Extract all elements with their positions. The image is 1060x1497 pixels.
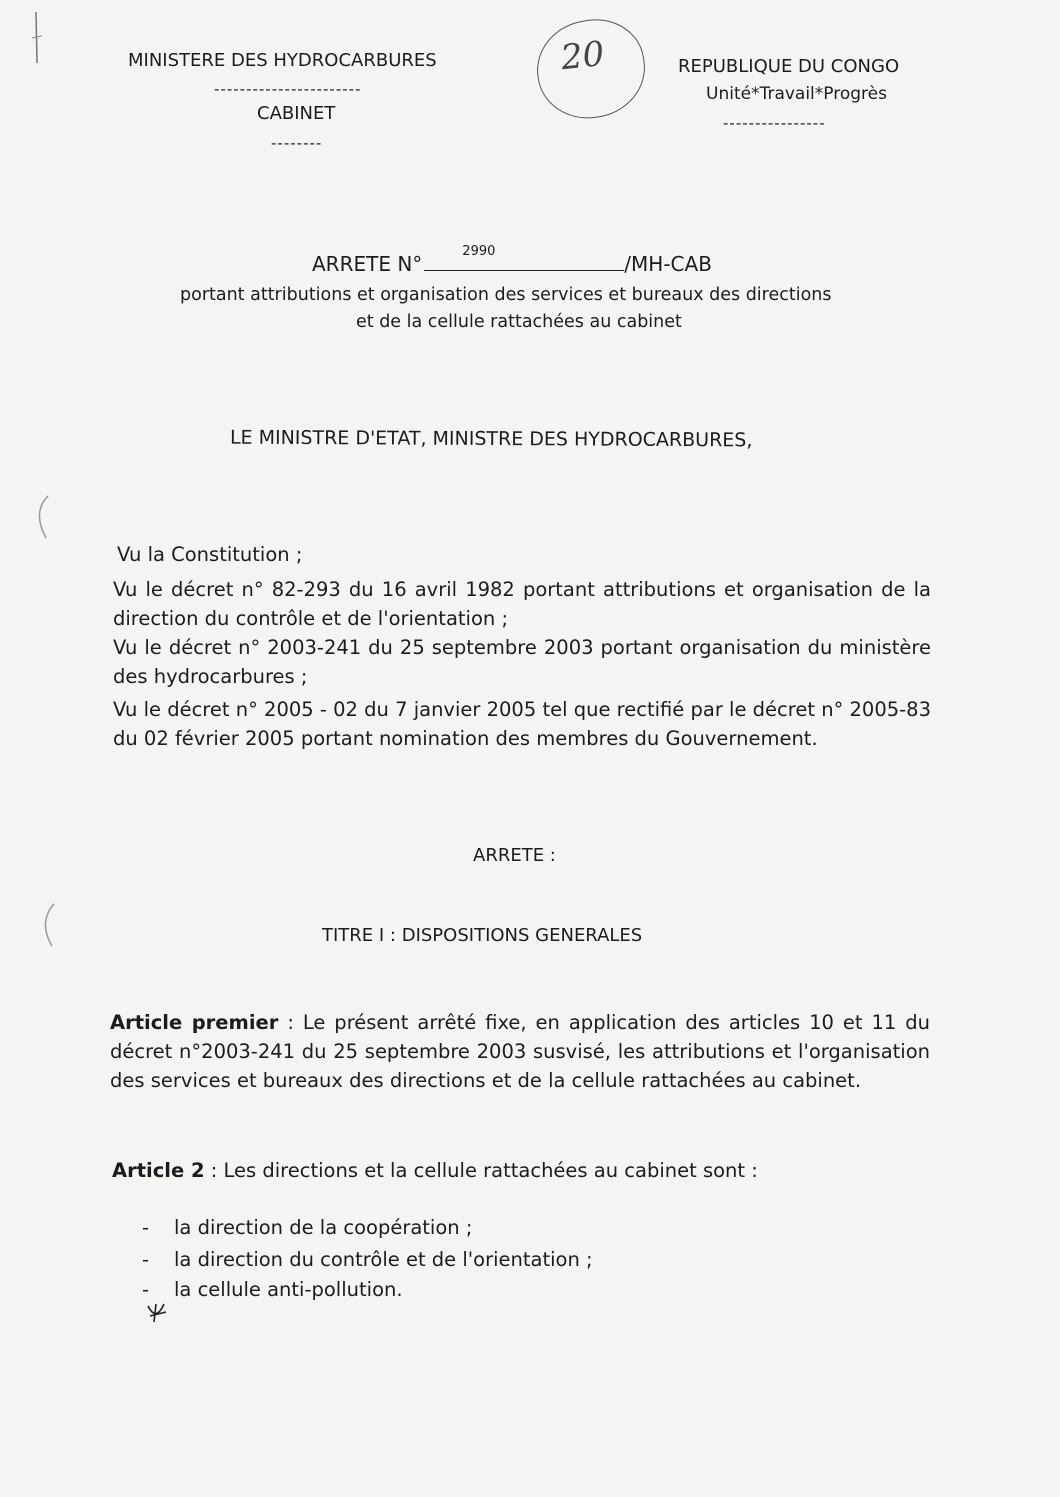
consideration-decree-2003: Vu le décret n° 2003-241 du 25 septembre 2003 portant organisation du ministère des hydrocarbures ; — [113, 636, 931, 688]
cabinet-divider: -------- — [271, 134, 323, 152]
consideration-constitution: Vu la Constitution ; — [117, 543, 303, 566]
margin-mark — [28, 8, 48, 68]
list-item-text: la cellule anti-pollution. — [174, 1278, 403, 1301]
article-2 — [112, 1156, 758, 1185]
article-2-label: Article 2 — [112, 1159, 205, 1182]
ministry-name: MINISTERE DES HYDROCARBURES — [128, 50, 437, 71]
ministry-divider: ----------------------- — [214, 80, 362, 98]
minister-heading: LE MINISTRE D'ETAT, MINISTRE DES HYDROCARBURES, — [229, 426, 753, 452]
list-bullet: - — [142, 1278, 150, 1301]
list-bullet: - — [142, 1248, 150, 1271]
page-number-stamp-text: 20 — [559, 33, 607, 79]
decree-subtitle-line2: et de la cellule rattachées au cabinet — [356, 312, 682, 332]
punch-hole-mark — [30, 492, 52, 542]
republic-motto: Unité*Travail*Progrès — [706, 84, 887, 104]
decree-number: 2990 — [462, 244, 496, 259]
republic-name: REPUBLIQUE DU CONGO — [678, 56, 900, 77]
consideration-decree-2005: Vu le décret n° 2005 - 02 du 7 janvier 2005 tel que rectifié par le décret n° 2005-83 du 02 février 2005 portant nomination des membres du Gouvernement. — [113, 698, 931, 750]
decree-title — [312, 244, 712, 276]
list-item — [142, 1278, 403, 1301]
decree-subtitle-line1: portant attributions et organisation des services et bureaux des directions — [180, 285, 832, 305]
list-item — [142, 1248, 593, 1271]
cabinet-label: CABINET — [257, 103, 336, 124]
punch-hole-mark — [36, 900, 58, 950]
decree-suffix: /MH-CAB — [624, 252, 712, 276]
list-item-text: la direction de la coopération ; — [174, 1216, 473, 1239]
decree-prefix: ARRETE N° — [312, 252, 423, 276]
initials-signature — [144, 1300, 170, 1326]
list-item — [142, 1216, 472, 1239]
decree-number-field — [424, 244, 624, 271]
list-item-text: la direction du contrôle et de l'orientation ; — [174, 1248, 593, 1271]
arrete-heading: ARRETE : — [473, 845, 556, 866]
article-premier-text: : Le présent arrêté fixe, en application des articles 10 et 11 du décret n°2003-241 du 25 septembre 2003 susvisé, les attributions et l'organisation des services et bureaux des directions et de la cellule rattachées au cabinet. — [110, 1011, 930, 1092]
article-premier-label: Article premier — [110, 1011, 279, 1034]
consideration-decree-1982: Vu le décret n° 82-293 du 16 avril 1982 portant attributions et organisation de la direction du contrôle et de l'orientation ; — [113, 578, 931, 630]
article-2-text: : Les directions et la cellule rattachées au cabinet sont : — [204, 1159, 758, 1182]
article-premier — [110, 1008, 930, 1095]
republic-divider: ---------------- — [723, 114, 826, 132]
titre-heading: TITRE I : DISPOSITIONS GENERALES — [322, 925, 643, 946]
list-bullet: - — [142, 1216, 150, 1239]
